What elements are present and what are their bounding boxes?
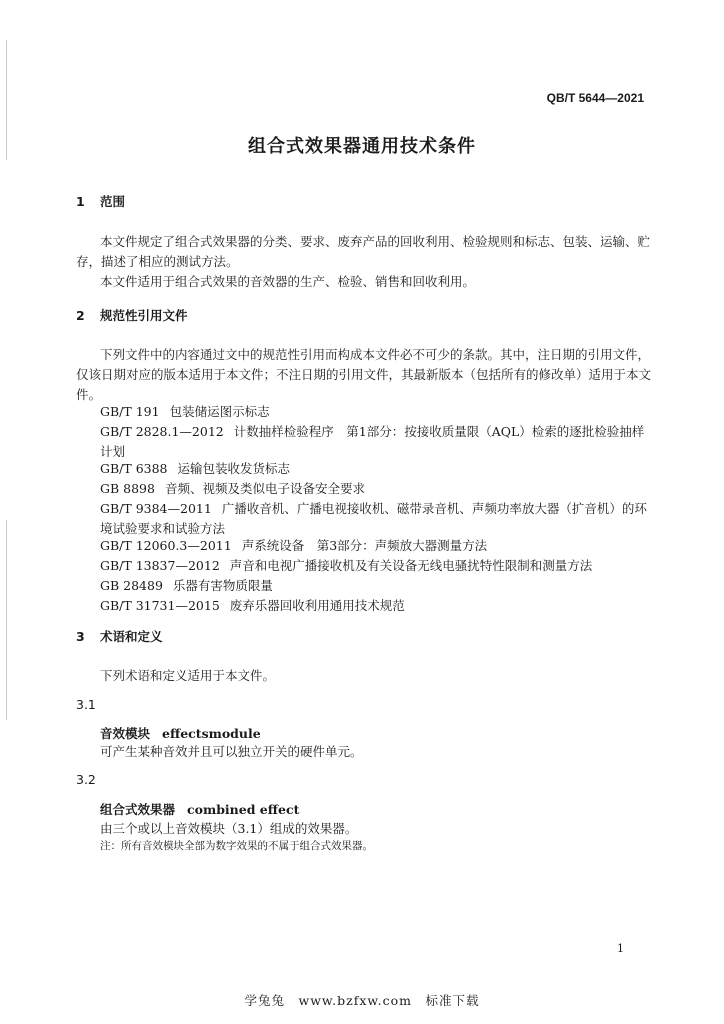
term-english: combined effect bbox=[187, 802, 300, 817]
section-2-heading bbox=[76, 306, 188, 324]
reference-title: 音频、视频及类似电子设备安全要求 bbox=[164, 481, 365, 496]
reference-code: GB 28489 bbox=[100, 578, 163, 593]
standard-code: QB/T 5644—2021 bbox=[546, 91, 644, 105]
term-chinese: 音效模块 bbox=[100, 726, 151, 741]
paragraph: 下列术语和定义适用于本文件。 bbox=[100, 668, 276, 683]
reference-code: GB/T 2828.1—2012 bbox=[100, 424, 224, 439]
term-definition: 可产生某种音效并且可以独立开关的硬件单元。 bbox=[100, 744, 363, 759]
reference-title: 声音和电视广播接收机及有关设备无线电骚扰特性限制和测量方法 bbox=[229, 558, 593, 573]
section-3-heading bbox=[76, 627, 163, 645]
term-number: 3.2 bbox=[76, 772, 96, 787]
document-title: 组合式效果器通用技术条件 bbox=[248, 136, 476, 157]
reference-item bbox=[76, 576, 652, 596]
reference-code: GB 8898 bbox=[100, 481, 155, 496]
reference-item bbox=[76, 596, 652, 616]
reference-item bbox=[76, 479, 652, 499]
section-number: 1 bbox=[76, 194, 85, 209]
reference-item bbox=[76, 402, 652, 422]
term-note: 注：所有音效模块全部为数字效果的不属于组合式效果器。 bbox=[100, 840, 373, 852]
paragraph: 本文件规定了组合式效果器的分类、要求、废弃产品的回收利用、检验规则和标志、包装、运输、贮存，描述了相应的测试方法。 bbox=[76, 234, 651, 269]
section-title: 术语和定义 bbox=[100, 629, 163, 644]
reference-item bbox=[76, 459, 652, 479]
section-title: 规范性引用文件 bbox=[100, 308, 188, 323]
scan-edge-mark bbox=[6, 520, 7, 720]
section-number: 2 bbox=[76, 308, 85, 323]
reference-code: GB/T 191 bbox=[100, 404, 160, 419]
reference-title: 废弃乐器回收利用通用技术规范 bbox=[229, 598, 405, 613]
reference-title: 运输包装收发货标志 bbox=[177, 461, 291, 476]
reference-code: GB/T 13837—2012 bbox=[100, 558, 220, 573]
reference-code: GB/T 12060.3—2011 bbox=[100, 538, 232, 553]
reference-code: GB/T 6388 bbox=[100, 461, 168, 476]
paragraph: 下列文件中的内容通过文中的规范性引用而构成本文件必不可少的条款。其中，注日期的引用文件，仅该日期对应的版本适用于本文件；不注日期的引用文件，其最新版本（包括所有的修改单）适用于本文件。 bbox=[76, 347, 652, 402]
reference-item bbox=[76, 556, 652, 576]
paragraph: 本文件适用于组合式效果的音效器的生产、检验、销售和回收利用。 bbox=[100, 274, 476, 289]
reference-title: 计数抽样检验程序 第1部分：按接收质量限（AQL）检索的逐批检验抽样计划 bbox=[100, 424, 645, 459]
section-1-heading bbox=[76, 192, 125, 210]
page-number: 1 bbox=[617, 942, 624, 955]
reference-item bbox=[76, 422, 652, 462]
reference-title: 乐器有害物质限量 bbox=[172, 578, 273, 593]
reference-title: 包装储运图示标志 bbox=[169, 404, 270, 419]
reference-code: GB/T 31731—2015 bbox=[100, 598, 220, 613]
reference-code: GB/T 9384—2011 bbox=[100, 501, 212, 516]
reference-title: 声系统设备 第3部分：声频放大器测量方法 bbox=[241, 538, 488, 553]
reference-item bbox=[76, 536, 652, 556]
term-heading bbox=[100, 724, 261, 742]
term-heading bbox=[100, 800, 299, 818]
term-chinese: 组合式效果器 bbox=[100, 802, 176, 817]
section-number: 3 bbox=[76, 629, 85, 644]
footer-watermark: 学兔兔 www.bzfxw.com 标准下载 bbox=[244, 993, 480, 1008]
term-english: effectsmodule bbox=[162, 726, 261, 741]
reference-title: 广播收音机、广播电视接收机、磁带录音机、声频功率放大器（扩音机）的环境试验要求和试验方法 bbox=[100, 501, 647, 536]
reference-item bbox=[76, 499, 652, 539]
term-definition: 由三个或以上音效模块（3.1）组成的效果器。 bbox=[100, 821, 358, 836]
term-number: 3.1 bbox=[76, 697, 96, 712]
section-title: 范围 bbox=[100, 194, 126, 209]
